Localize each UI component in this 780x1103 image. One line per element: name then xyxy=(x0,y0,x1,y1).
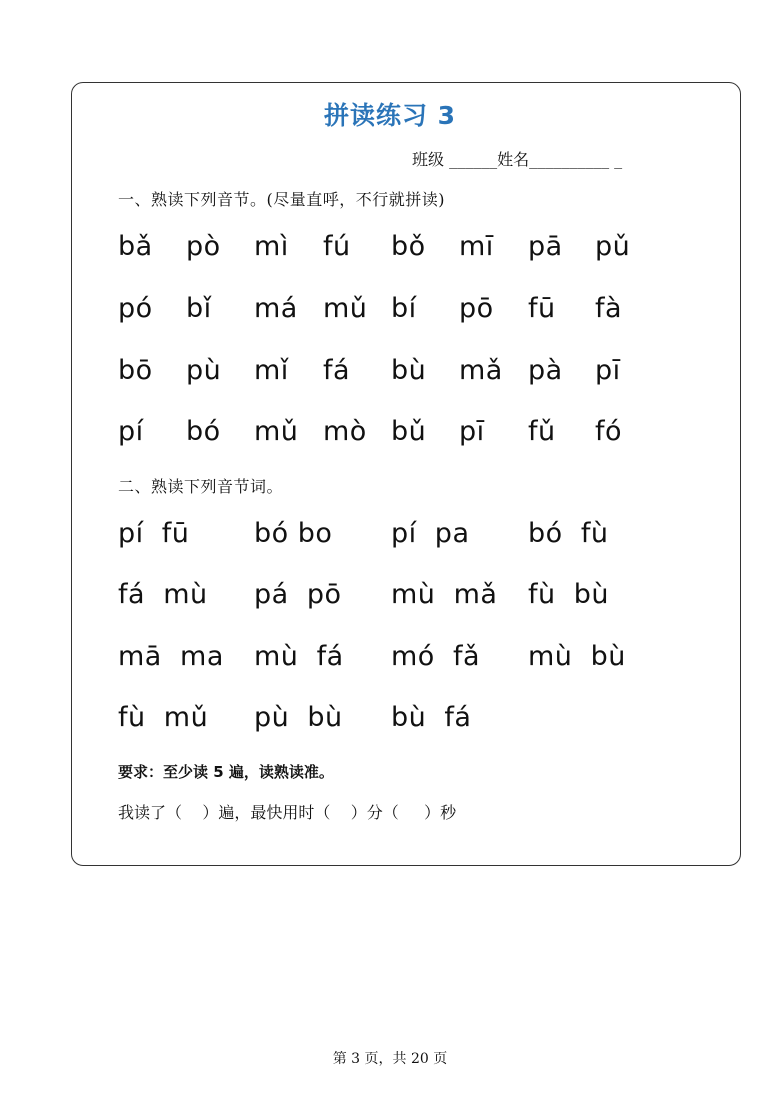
syllable: bǔ xyxy=(391,416,427,447)
syllable: fó xyxy=(595,416,623,447)
syllable-word: pí fū xyxy=(118,518,190,549)
syllable: bǒ xyxy=(391,231,426,262)
syllable: fà xyxy=(595,293,623,324)
syllable: pō xyxy=(459,293,494,324)
syllable: pī xyxy=(459,416,485,447)
section2-heading: 二、熟读下列音节词。 xyxy=(118,477,284,496)
syllable-word: pí pa xyxy=(391,518,470,549)
syllable-word: pù bù xyxy=(254,702,343,733)
syllable: fū xyxy=(528,293,556,324)
requirement-text: 要求：至少读 5 遍，读熟读准。 xyxy=(118,763,334,781)
syllable: fǔ xyxy=(528,416,556,447)
syllable: mī xyxy=(459,231,494,262)
section1-heading: 一、熟读下列音节。(尽量直呼，不行就拼读) xyxy=(118,190,445,209)
page-footer: 第 3 页，共 20 页 xyxy=(332,1051,448,1067)
syllable-word: mù bù xyxy=(528,641,626,672)
syllable: pù xyxy=(186,355,222,386)
syllable: pó xyxy=(118,293,153,324)
syllable: pà xyxy=(528,355,563,386)
syllable-word: bó fù xyxy=(528,518,609,549)
syllable: mǎ xyxy=(459,355,503,386)
syllable: pǔ xyxy=(595,231,631,262)
syllable: pí xyxy=(118,416,144,447)
syllable: bó xyxy=(186,416,221,447)
syllable: pā xyxy=(528,231,563,262)
page-title: 拼读练习 3 xyxy=(323,101,457,130)
reading-record: 我读了（ ）遍，最快用时（ ）分（ ）秒 xyxy=(118,803,457,822)
syllable: fú xyxy=(323,231,351,262)
syllable-word: fù bù xyxy=(528,579,610,610)
syllable: pò xyxy=(186,231,221,262)
syllable: mǔ xyxy=(323,293,368,324)
syllable: bǐ xyxy=(186,293,212,324)
class-name-line: 班级 ______姓名__________ _ xyxy=(412,150,623,169)
syllable: pī xyxy=(595,355,621,386)
syllable-word: mù fá xyxy=(254,641,344,672)
syllable-word: mó fǎ xyxy=(391,641,481,672)
syllable-word: bó bo xyxy=(254,518,333,549)
syllable: mǔ xyxy=(254,416,299,447)
syllable: má xyxy=(254,293,298,324)
syllable-word: mù mǎ xyxy=(391,579,498,610)
syllable-word: fù mǔ xyxy=(118,702,209,733)
syllable-word: bù fá xyxy=(391,702,472,733)
syllable: mò xyxy=(323,416,367,447)
syllable: mì xyxy=(254,231,289,262)
syllable: bí xyxy=(391,293,417,324)
syllable-word: pá pō xyxy=(254,579,342,610)
syllable-word: mā ma xyxy=(118,641,224,672)
syllable: mǐ xyxy=(254,355,289,386)
syllable: bō xyxy=(118,355,153,386)
syllable: bǎ xyxy=(118,231,153,262)
syllable: fá xyxy=(323,355,351,386)
syllable: bù xyxy=(391,355,427,386)
syllable-word: fá mù xyxy=(118,579,208,610)
